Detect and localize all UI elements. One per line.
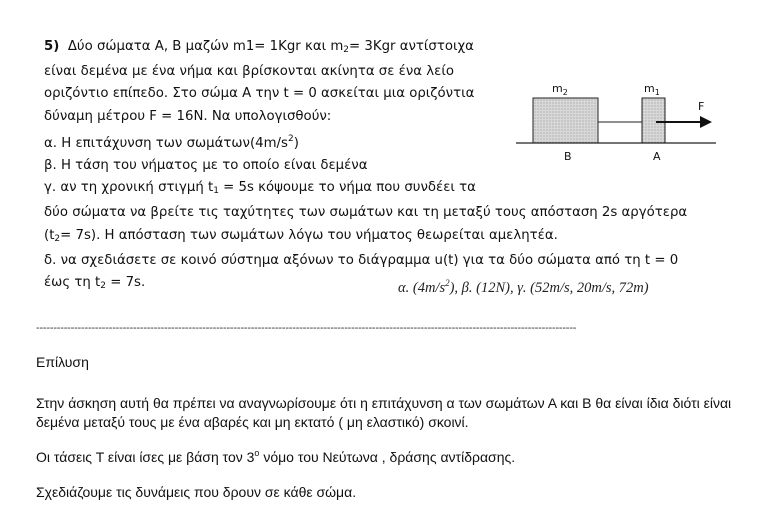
problem-line-2: είναι δεμένα με ένα νήμα και βρίσκονται ακίνητα σε ένα λείο [44, 64, 454, 80]
solution-paragraph-1: Στην άσκηση αυτή θα πρέπει να αναγνωρίσουμε ότι η επιτάχυνση α των σωμάτων Α και Β θα είναι ίδια διότι είναι δεμένα μεταξύ τους με ένα αβαρές και μη εκτατό ( μη ελαστικό) σκοινί. [36, 395, 732, 430]
solution-section [36, 354, 736, 500]
dashed-separator: ------------------------------------------------------------------------------------------------------------------------------------------------------------ [36, 322, 577, 334]
question-a: α. Η επιτάχυνση των $\sigma\omega\mu ά\tau\omega\nu(4m/s^2)$ [44, 133, 299, 151]
problem-line-3: οριζόντιο επίπεδο. Στο σώμα Α την t = 0 ασκείται μια οριζόντια [44, 86, 475, 102]
problem-number: 5) [44, 39, 60, 54]
problem-line-8: δύο σώματα να βρείτε τις ταχύτητες των σωμάτων και τη μεταξύ τους απόσταση 2s αργότερα [44, 205, 688, 221]
block-b [533, 98, 598, 143]
solution-heading: Επίλυση [36, 354, 89, 370]
problem-line-9: $(t_2= 7s)$. Η απόσταση των σωμάτων λόγω του νήματος θεωρείται αμελητέα. [44, 227, 558, 244]
answers-line: α. $(4m/s^2)$, β. (12N), γ. (52m/s, 20m/s, 72m) [398, 278, 649, 296]
solution-paragraph-3: Σχεδιάζουμε τις δυνάμεις που δρουν σε κάθε σώμα. [36, 484, 357, 500]
force-label: F [698, 100, 705, 113]
block-label-b: B [564, 150, 572, 163]
mass-label-m2: $m_2$ [552, 82, 568, 97]
problem-line-11: έως τη $t_2 = 7s$. [44, 275, 146, 292]
block-label-a: A [653, 150, 661, 163]
force-arrow-head [700, 116, 712, 128]
solution-paragraph-2: Οι τάσεις Τ είναι ίσες με βάση τον $3^o$ νόμο του Νεύτωνα , δράσης αντίδρασης. [36, 448, 516, 465]
mass-label-m1: $m_1$ [644, 82, 660, 97]
problem-line-1: 5) Δύο σώματα Α, Β μαζών m1= 1Kgr και $m_2= 3Kgr$ αντίστοιχα [44, 39, 474, 55]
blocks-diagram [516, 78, 716, 166]
question-c: γ. αν τη χρονική στιγμή $t_1 = 5s$ κόψουμε το νήμα που συνδέει τα [44, 180, 476, 197]
block-a [642, 98, 665, 143]
question-b: β. Η τάση του νήματος με το οποίο είναι δεμένα [44, 158, 368, 174]
problem-line-4: δύναμη μέτρου F = 16N. Να υπολογισθούν: [44, 108, 332, 124]
problem-statement [44, 36, 724, 297]
question-d: δ. να σχεδιάσετε σε κοινό σύστημα αξόνων το διάγραμμα u(t) για τα δύο σώματα από τη t = 0 [44, 252, 679, 268]
